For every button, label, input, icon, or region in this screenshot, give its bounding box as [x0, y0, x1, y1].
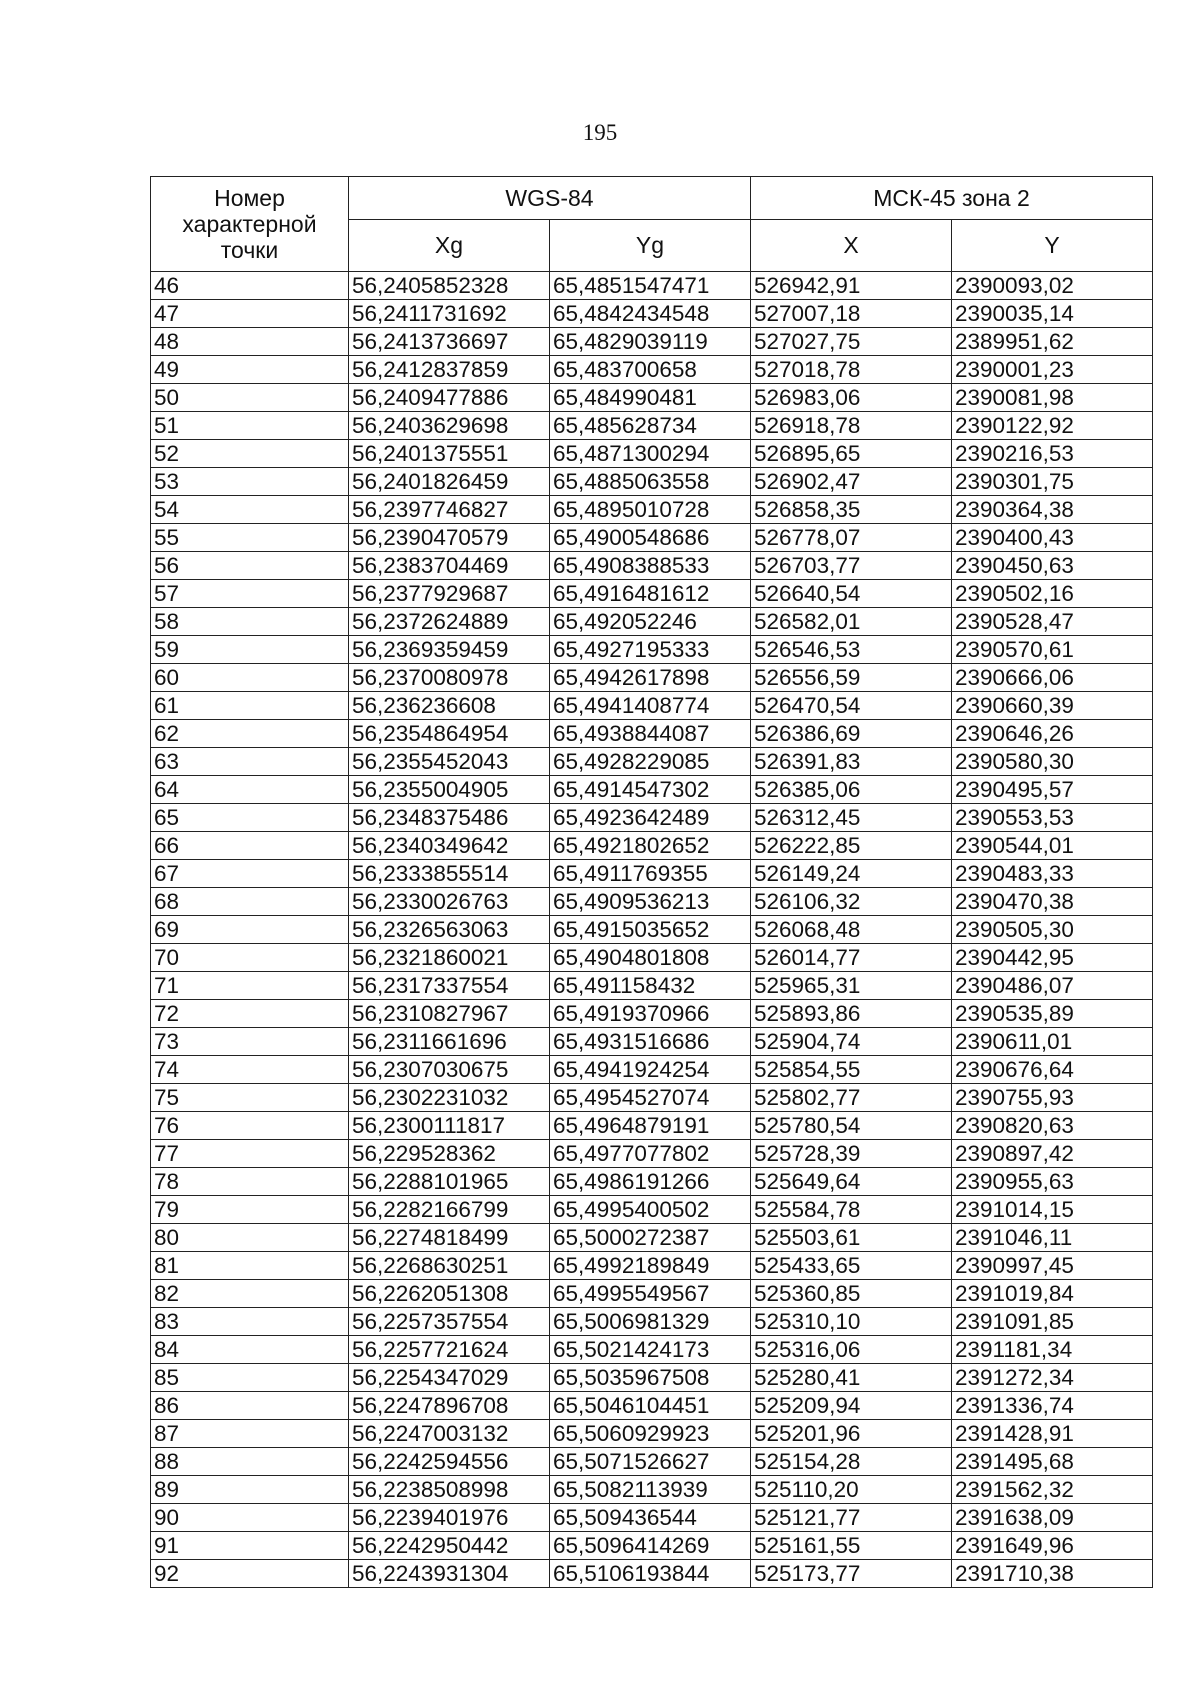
page-number: 195 — [582, 120, 618, 145]
cell-x: 525965,31 — [751, 972, 952, 1000]
cell-y: 2391649,96 — [952, 1532, 1153, 1560]
cell-y: 2390495,57 — [952, 776, 1153, 804]
cell-x: 526546,53 — [751, 636, 952, 664]
cell-x: 525110,20 — [751, 1476, 952, 1504]
cell-yg: 65,5006981329 — [550, 1308, 751, 1336]
cell-x: 526858,35 — [751, 496, 952, 524]
table-row — [151, 1224, 1153, 1252]
cell-y: 2390364,38 — [952, 496, 1153, 524]
cell-yg: 65,4895010728 — [550, 496, 751, 524]
cell-y: 2390535,89 — [952, 1000, 1153, 1028]
table-row — [151, 664, 1153, 692]
cell-point-number: 56 — [151, 552, 349, 580]
cell-y: 2390301,75 — [952, 468, 1153, 496]
table-row — [151, 440, 1153, 468]
table-row — [151, 1252, 1153, 1280]
table-row — [151, 328, 1153, 356]
cell-point-number: 73 — [151, 1028, 349, 1056]
header-msk45: МСК-45 зона 2 — [751, 177, 1153, 220]
table-row — [151, 608, 1153, 636]
cell-xg: 56,2355452043 — [349, 748, 550, 776]
cell-x: 525503,61 — [751, 1224, 952, 1252]
cell-y: 2390997,45 — [952, 1252, 1153, 1280]
cell-yg: 65,5071526627 — [550, 1448, 751, 1476]
cell-xg: 56,2321860021 — [349, 944, 550, 972]
table-row — [151, 1560, 1153, 1588]
cell-x: 525173,77 — [751, 1560, 952, 1588]
cell-x: 526385,06 — [751, 776, 952, 804]
cell-yg: 65,4964879191 — [550, 1112, 751, 1140]
cell-y: 2390955,63 — [952, 1168, 1153, 1196]
cell-point-number: 53 — [151, 468, 349, 496]
cell-x: 525310,10 — [751, 1308, 952, 1336]
cell-y: 2390502,16 — [952, 580, 1153, 608]
table-row — [151, 412, 1153, 440]
cell-xg: 56,2340349642 — [349, 832, 550, 860]
cell-point-number: 46 — [151, 272, 349, 300]
table-row — [151, 468, 1153, 496]
cell-x: 525280,41 — [751, 1364, 952, 1392]
table-row — [151, 748, 1153, 776]
cell-y: 2390081,98 — [952, 384, 1153, 412]
cell-yg: 65,4919370966 — [550, 1000, 751, 1028]
table-row — [151, 1000, 1153, 1028]
table-row — [151, 972, 1153, 1000]
cell-xg: 56,2377929687 — [349, 580, 550, 608]
table-row — [151, 1112, 1153, 1140]
cell-y: 2390666,06 — [952, 664, 1153, 692]
cell-x: 526068,48 — [751, 916, 952, 944]
table-row — [151, 636, 1153, 664]
cell-y: 2391019,84 — [952, 1280, 1153, 1308]
cell-xg: 56,2243931304 — [349, 1560, 550, 1588]
cell-point-number: 79 — [151, 1196, 349, 1224]
table-row — [151, 888, 1153, 916]
cell-yg: 65,5021424173 — [550, 1336, 751, 1364]
cell-point-number: 65 — [151, 804, 349, 832]
cell-xg: 56,2412837859 — [349, 356, 550, 384]
cell-yg: 65,5096414269 — [550, 1532, 751, 1560]
table-row — [151, 300, 1153, 328]
cell-xg: 56,2409477886 — [349, 384, 550, 412]
cell-yg: 65,4921802652 — [550, 832, 751, 860]
cell-yg: 65,4829039119 — [550, 328, 751, 356]
cell-y: 2390122,92 — [952, 412, 1153, 440]
cell-x: 525360,85 — [751, 1280, 952, 1308]
table-row — [151, 692, 1153, 720]
cell-yg: 65,492052246 — [550, 608, 751, 636]
table-row — [151, 832, 1153, 860]
cell-x: 526703,77 — [751, 552, 952, 580]
header-yg: Yg — [550, 220, 751, 272]
cell-x: 526918,78 — [751, 412, 952, 440]
table-row — [151, 1532, 1153, 1560]
cell-y: 2390450,63 — [952, 552, 1153, 580]
cell-x: 525154,28 — [751, 1448, 952, 1476]
header-y: Y — [952, 220, 1153, 272]
cell-x: 525316,06 — [751, 1336, 952, 1364]
table-row — [151, 1196, 1153, 1224]
cell-yg: 65,5082113939 — [550, 1476, 751, 1504]
cell-yg: 65,4885063558 — [550, 468, 751, 496]
cell-xg: 56,2403629698 — [349, 412, 550, 440]
cell-x: 525904,74 — [751, 1028, 952, 1056]
cell-point-number: 68 — [151, 888, 349, 916]
cell-point-number: 86 — [151, 1392, 349, 1420]
cell-y: 2390580,30 — [952, 748, 1153, 776]
cell-y: 2390093,02 — [952, 272, 1153, 300]
cell-y: 2391181,34 — [952, 1336, 1153, 1364]
cell-y: 2391091,85 — [952, 1308, 1153, 1336]
table-body — [151, 272, 1153, 1588]
cell-xg: 56,2330026763 — [349, 888, 550, 916]
cell-yg: 65,4995549567 — [550, 1280, 751, 1308]
cell-xg: 56,2302231032 — [349, 1084, 550, 1112]
cell-xg: 56,2372624889 — [349, 608, 550, 636]
cell-y: 2390400,43 — [952, 524, 1153, 552]
cell-point-number: 66 — [151, 832, 349, 860]
cell-point-number: 58 — [151, 608, 349, 636]
cell-xg: 56,2300111817 — [349, 1112, 550, 1140]
cell-y: 2389951,62 — [952, 328, 1153, 356]
cell-point-number: 63 — [151, 748, 349, 776]
cell-y: 2391014,15 — [952, 1196, 1153, 1224]
cell-yg: 65,4915035652 — [550, 916, 751, 944]
cell-y: 2391272,34 — [952, 1364, 1153, 1392]
cell-xg: 56,2390470579 — [349, 524, 550, 552]
cell-xg: 56,2383704469 — [349, 552, 550, 580]
cell-x: 526902,47 — [751, 468, 952, 496]
cell-yg: 65,4900548686 — [550, 524, 751, 552]
cell-yg: 65,484990481 — [550, 384, 751, 412]
table-row — [151, 1056, 1153, 1084]
table-row — [151, 720, 1153, 748]
cell-point-number: 77 — [151, 1140, 349, 1168]
cell-y: 2391710,38 — [952, 1560, 1153, 1588]
cell-xg: 56,2254347029 — [349, 1364, 550, 1392]
cell-y: 2390553,53 — [952, 804, 1153, 832]
cell-point-number: 67 — [151, 860, 349, 888]
cell-x: 526222,85 — [751, 832, 952, 860]
table-row — [151, 776, 1153, 804]
cell-x: 526391,83 — [751, 748, 952, 776]
cell-y: 2390486,07 — [952, 972, 1153, 1000]
cell-y: 2390676,64 — [952, 1056, 1153, 1084]
cell-point-number: 76 — [151, 1112, 349, 1140]
cell-point-number: 51 — [151, 412, 349, 440]
cell-yg: 65,4941924254 — [550, 1056, 751, 1084]
table-row — [151, 1168, 1153, 1196]
cell-point-number: 57 — [151, 580, 349, 608]
cell-xg: 56,2413736697 — [349, 328, 550, 356]
header-wgs84: WGS-84 — [349, 177, 751, 220]
cell-xg: 56,2238508998 — [349, 1476, 550, 1504]
cell-y: 2391428,91 — [952, 1420, 1153, 1448]
cell-yg: 65,4851547471 — [550, 272, 751, 300]
cell-point-number: 91 — [151, 1532, 349, 1560]
cell-x: 526582,01 — [751, 608, 952, 636]
cell-yg: 65,4992189849 — [550, 1252, 751, 1280]
cell-y: 2391495,68 — [952, 1448, 1153, 1476]
cell-yg: 65,4928229085 — [550, 748, 751, 776]
cell-xg: 56,2247003132 — [349, 1420, 550, 1448]
cell-yg: 65,4914547302 — [550, 776, 751, 804]
table-row — [151, 496, 1153, 524]
cell-xg: 56,2397746827 — [349, 496, 550, 524]
table-row — [151, 804, 1153, 832]
cell-yg: 65,4909536213 — [550, 888, 751, 916]
table-row — [151, 1364, 1153, 1392]
cell-point-number: 72 — [151, 1000, 349, 1028]
cell-yg: 65,5046104451 — [550, 1392, 751, 1420]
table-row — [151, 1028, 1153, 1056]
cell-yg: 65,4923642489 — [550, 804, 751, 832]
cell-yg: 65,4904801808 — [550, 944, 751, 972]
cell-x: 526556,59 — [751, 664, 952, 692]
cell-y: 2390820,63 — [952, 1112, 1153, 1140]
cell-x: 525728,39 — [751, 1140, 952, 1168]
table-row — [151, 356, 1153, 384]
cell-yg: 65,4942617898 — [550, 664, 751, 692]
cell-point-number: 48 — [151, 328, 349, 356]
cell-yg: 65,4954527074 — [550, 1084, 751, 1112]
cell-xg: 56,2242950442 — [349, 1532, 550, 1560]
table-row — [151, 384, 1153, 412]
coordinates-table — [150, 176, 1153, 1588]
cell-point-number: 85 — [151, 1364, 349, 1392]
cell-x: 525780,54 — [751, 1112, 952, 1140]
table-row — [151, 1392, 1153, 1420]
table-row — [151, 1448, 1153, 1476]
cell-xg: 56,2257721624 — [349, 1336, 550, 1364]
cell-x: 525433,65 — [751, 1252, 952, 1280]
cell-point-number: 81 — [151, 1252, 349, 1280]
cell-y: 2391046,11 — [952, 1224, 1153, 1252]
cell-point-number: 88 — [151, 1448, 349, 1476]
cell-xg: 56,2268630251 — [349, 1252, 550, 1280]
table-row — [151, 1420, 1153, 1448]
cell-x: 525893,86 — [751, 1000, 952, 1028]
cell-yg: 65,4995400502 — [550, 1196, 751, 1224]
cell-x: 525161,55 — [751, 1532, 952, 1560]
cell-y: 2390755,93 — [952, 1084, 1153, 1112]
cell-xg: 56,2310827967 — [349, 1000, 550, 1028]
cell-xg: 56,229528362 — [349, 1140, 550, 1168]
header-xg: Xg — [349, 220, 550, 272]
cell-point-number: 92 — [151, 1560, 349, 1588]
cell-point-number: 61 — [151, 692, 349, 720]
cell-xg: 56,2247896708 — [349, 1392, 550, 1420]
cell-xg: 56,2370080978 — [349, 664, 550, 692]
cell-xg: 56,2401826459 — [349, 468, 550, 496]
table-row — [151, 1336, 1153, 1364]
cell-x: 525584,78 — [751, 1196, 952, 1224]
cell-yg: 65,4931516686 — [550, 1028, 751, 1056]
cell-yg: 65,4911769355 — [550, 860, 751, 888]
cell-point-number: 89 — [151, 1476, 349, 1504]
cell-x: 525209,94 — [751, 1392, 952, 1420]
cell-x: 526106,32 — [751, 888, 952, 916]
cell-point-number: 69 — [151, 916, 349, 944]
table-row — [151, 580, 1153, 608]
cell-y: 2390216,53 — [952, 440, 1153, 468]
cell-yg: 65,509436544 — [550, 1504, 751, 1532]
header-x: X — [751, 220, 952, 272]
cell-x: 526470,54 — [751, 692, 952, 720]
cell-point-number: 60 — [151, 664, 349, 692]
cell-x: 526895,65 — [751, 440, 952, 468]
cell-xg: 56,2405852328 — [349, 272, 550, 300]
cell-yg: 65,5035967508 — [550, 1364, 751, 1392]
table-row — [151, 1140, 1153, 1168]
cell-point-number: 71 — [151, 972, 349, 1000]
cell-yg: 65,4977077802 — [550, 1140, 751, 1168]
cell-point-number: 87 — [151, 1420, 349, 1448]
cell-y: 2390442,95 — [952, 944, 1153, 972]
cell-yg: 65,4941408774 — [550, 692, 751, 720]
cell-point-number: 70 — [151, 944, 349, 972]
table-row — [151, 1084, 1153, 1112]
cell-xg: 56,2274818499 — [349, 1224, 550, 1252]
cell-y: 2390570,61 — [952, 636, 1153, 664]
cell-x: 526778,07 — [751, 524, 952, 552]
cell-xg: 56,2326563063 — [349, 916, 550, 944]
cell-xg: 56,2257357554 — [349, 1308, 550, 1336]
cell-xg: 56,2317337554 — [349, 972, 550, 1000]
cell-x: 526312,45 — [751, 804, 952, 832]
table-row — [151, 1504, 1153, 1532]
table-row — [151, 524, 1153, 552]
cell-y: 2390035,14 — [952, 300, 1153, 328]
cell-y: 2390646,26 — [952, 720, 1153, 748]
cell-y: 2391638,09 — [952, 1504, 1153, 1532]
cell-y: 2390544,01 — [952, 832, 1153, 860]
cell-xg: 56,2307030675 — [349, 1056, 550, 1084]
cell-x: 525649,64 — [751, 1168, 952, 1196]
cell-yg: 65,491158432 — [550, 972, 751, 1000]
cell-point-number: 90 — [151, 1504, 349, 1532]
cell-xg: 56,2355004905 — [349, 776, 550, 804]
cell-x: 526014,77 — [751, 944, 952, 972]
cell-xg: 56,2411731692 — [349, 300, 550, 328]
cell-yg: 65,4986191266 — [550, 1168, 751, 1196]
table-row — [151, 944, 1153, 972]
cell-point-number: 55 — [151, 524, 349, 552]
cell-xg: 56,236236608 — [349, 692, 550, 720]
cell-y: 2391562,32 — [952, 1476, 1153, 1504]
cell-point-number: 47 — [151, 300, 349, 328]
cell-point-number: 62 — [151, 720, 349, 748]
cell-xg: 56,2239401976 — [349, 1504, 550, 1532]
cell-xg: 56,2262051308 — [349, 1280, 550, 1308]
header-row-groups — [151, 177, 1153, 220]
table-row — [151, 272, 1153, 300]
cell-yg: 65,4916481612 — [550, 580, 751, 608]
cell-y: 2390505,30 — [952, 916, 1153, 944]
cell-x: 527027,75 — [751, 328, 952, 356]
cell-point-number: 54 — [151, 496, 349, 524]
cell-xg: 56,2348375486 — [349, 804, 550, 832]
cell-y: 2390528,47 — [952, 608, 1153, 636]
cell-xg: 56,2333855514 — [349, 860, 550, 888]
table-row — [151, 916, 1153, 944]
cell-point-number: 80 — [151, 1224, 349, 1252]
cell-yg: 65,4938844087 — [550, 720, 751, 748]
cell-point-number: 50 — [151, 384, 349, 412]
cell-x: 525802,77 — [751, 1084, 952, 1112]
table-row — [151, 1280, 1153, 1308]
cell-x: 527007,18 — [751, 300, 952, 328]
table-row — [151, 552, 1153, 580]
cell-yg: 65,4908388533 — [550, 552, 751, 580]
cell-xg: 56,2369359459 — [349, 636, 550, 664]
cell-yg: 65,4842434548 — [550, 300, 751, 328]
cell-y: 2390483,33 — [952, 860, 1153, 888]
cell-point-number: 83 — [151, 1308, 349, 1336]
cell-y: 2390470,38 — [952, 888, 1153, 916]
cell-y: 2391336,74 — [952, 1392, 1153, 1420]
cell-point-number: 59 — [151, 636, 349, 664]
cell-yg: 65,4871300294 — [550, 440, 751, 468]
cell-y: 2390897,42 — [952, 1140, 1153, 1168]
cell-x: 525201,96 — [751, 1420, 952, 1448]
table-row — [151, 860, 1153, 888]
table-header — [151, 177, 1153, 272]
cell-y: 2390660,39 — [952, 692, 1153, 720]
cell-y: 2390611,01 — [952, 1028, 1153, 1056]
cell-point-number: 74 — [151, 1056, 349, 1084]
cell-x: 526942,91 — [751, 272, 952, 300]
cell-x: 526983,06 — [751, 384, 952, 412]
cell-point-number: 82 — [151, 1280, 349, 1308]
header-point-number: Номер характерной точки — [151, 177, 349, 272]
cell-yg: 65,5060929923 — [550, 1420, 751, 1448]
cell-x: 526386,69 — [751, 720, 952, 748]
cell-xg: 56,2354864954 — [349, 720, 550, 748]
cell-yg: 65,5106193844 — [550, 1560, 751, 1588]
cell-yg: 65,5000272387 — [550, 1224, 751, 1252]
cell-xg: 56,2288101965 — [349, 1168, 550, 1196]
cell-x: 526149,24 — [751, 860, 952, 888]
cell-point-number: 64 — [151, 776, 349, 804]
table-row — [151, 1308, 1153, 1336]
cell-point-number: 84 — [151, 1336, 349, 1364]
cell-xg: 56,2401375551 — [349, 440, 550, 468]
cell-xg: 56,2242594556 — [349, 1448, 550, 1476]
cell-x: 527018,78 — [751, 356, 952, 384]
cell-point-number: 52 — [151, 440, 349, 468]
cell-yg: 65,485628734 — [550, 412, 751, 440]
cell-point-number: 75 — [151, 1084, 349, 1112]
cell-x: 526640,54 — [751, 580, 952, 608]
cell-x: 525121,77 — [751, 1504, 952, 1532]
cell-point-number: 78 — [151, 1168, 349, 1196]
cell-xg: 56,2282166799 — [349, 1196, 550, 1224]
table-row — [151, 1476, 1153, 1504]
cell-yg: 65,483700658 — [550, 356, 751, 384]
cell-x: 525854,55 — [751, 1056, 952, 1084]
cell-point-number: 49 — [151, 356, 349, 384]
cell-yg: 65,4927195333 — [550, 636, 751, 664]
cell-y: 2390001,23 — [952, 356, 1153, 384]
cell-xg: 56,2311661696 — [349, 1028, 550, 1056]
